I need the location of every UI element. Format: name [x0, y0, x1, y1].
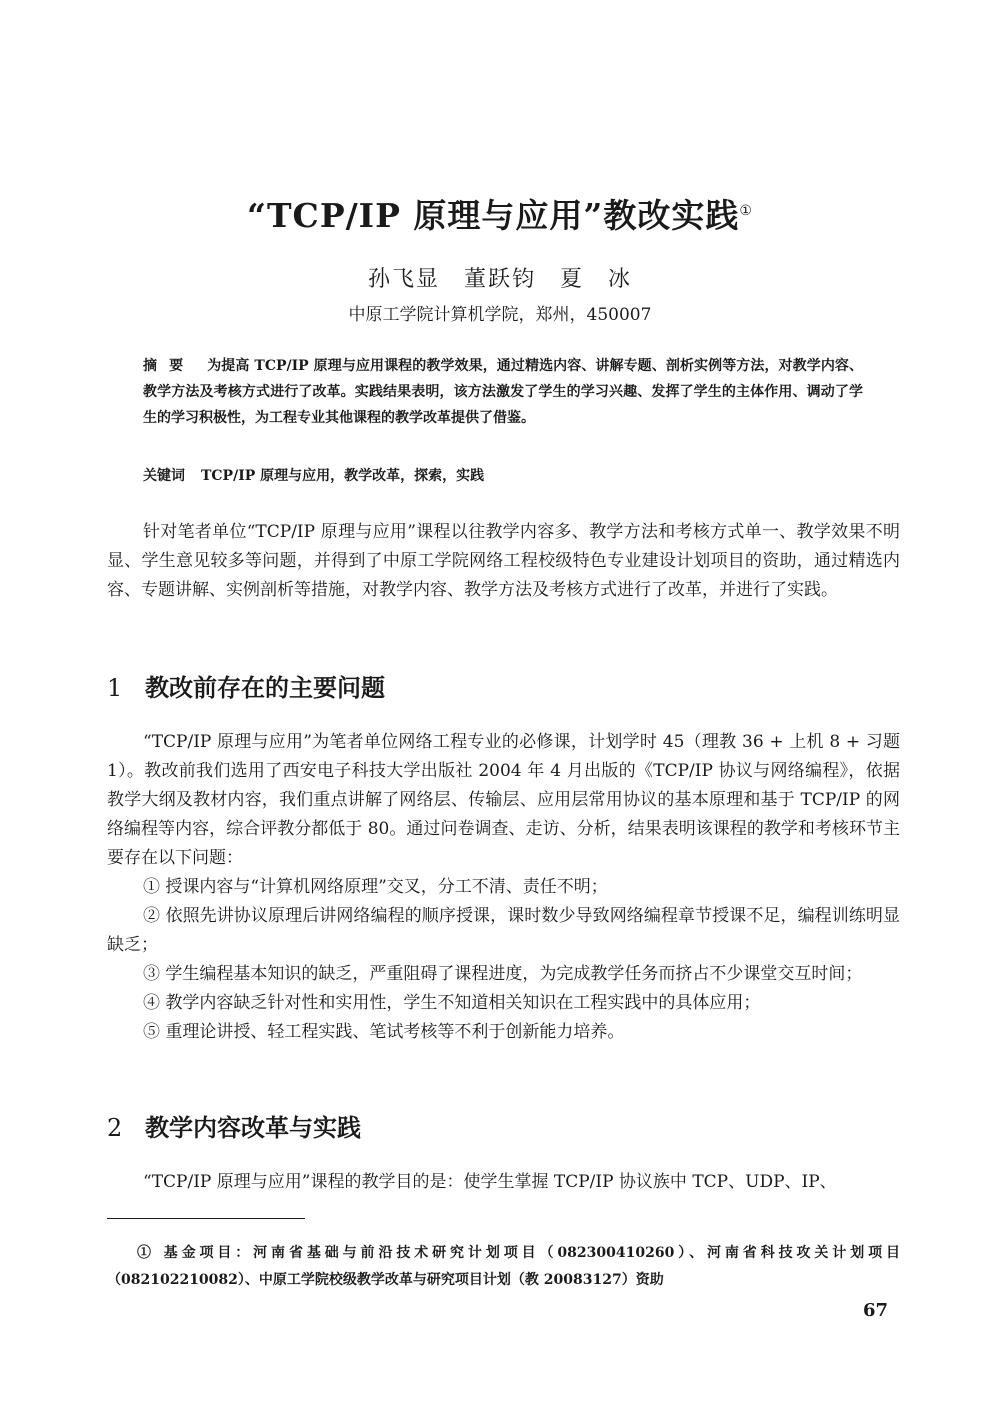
keywords-text: TCP/IP 原理与应用，教学改革，探索，实践: [201, 468, 485, 484]
authors: 孙飞显 董跃钧 夏 冰: [367, 267, 632, 292]
list-item: ④ 教学内容缺乏针对性和实用性，学生不知道相关知识在工程实践中的具体应用；: [143, 993, 761, 1013]
intro-section: [107, 518, 900, 605]
list-item: ⑤ 重理论讲授、轻工程实践、笔试考核等不利于创新能力培养。: [143, 1022, 625, 1042]
section-1-body: [107, 728, 900, 1047]
footnote-divider: [107, 1218, 305, 1219]
list-item: ① 授课内容与“计算机网络原理”交叉，分工不清、责任不明；: [143, 877, 608, 897]
keywords: [143, 465, 863, 485]
list-item: ③ 学生编程基本知识的缺乏，严重阻碍了课程进度，为完成教学任务而挤占不少课堂交互时间；: [143, 964, 863, 984]
section-2-title: 教学内容改革与实践: [145, 1113, 361, 1142]
abstract-label: 摘要: [143, 358, 196, 374]
list-item: ② 依照先讲协议原理后讲网络编程的顺序授课，课时数少导致网络编程章节授课不足，编程训练明显缺乏；: [107, 906, 900, 955]
section-1-heading: [107, 668, 385, 703]
section-1-title: 教改前存在的主要问题: [145, 673, 385, 702]
title-footnote-marker: ①: [739, 203, 753, 219]
section-1-paragraph: “TCP/IP 原理与应用”为笔者单位网络工程专业的必修课，计划学时 45（理教 36 + 上机 8 + 习题 1）。教改前我们选用了西安电子科技大学出版社 2004 年 4 月出版的《TCP/IP 协议与网络编程》，依据教学大纲及教材内容，我们重点讲解了网络层、传输层、应用层常用协议的基本原理和基于 TCP/IP 的网络编程等内容，综合评教分都低于 80。通过问卷调查、走访、分析，结果表明该课程的教学和考核环节主要存在以下问题：: [107, 732, 900, 868]
section-2-body: [107, 1168, 900, 1197]
keywords-label: 关键词: [143, 468, 185, 484]
footnote: ① 基金项目：河南省基础与前沿技术研究计划项目（082300410260）、河南省科技攻关计划项目（082102210082）、中原工学院校级教学改革与研究项目计划（教 20083127）资助: [107, 1245, 900, 1288]
paper-title: [0, 190, 1000, 237]
title-text: “TCP/IP 原理与应用”教改实践: [247, 196, 740, 235]
abstract-text: 为提高 TCP/IP 原理与应用课程的教学效果，通过精选内容、讲解专题、剖析实例等方法，对教学内容、教学方法及考核方式进行了改革。实践结果表明，该方法激发了学生的学习兴趣、发挥了学生的主体作用、调动了学生的学习积极性，为工程专业其他课程的教学改革提供了借鉴。: [143, 358, 864, 426]
section-1-number: 1: [107, 674, 123, 702]
page-number: 67: [862, 1300, 888, 1321]
affiliation: 中原工学院计算机学院，郑州，450007: [348, 305, 652, 325]
section-2-paragraph: “TCP/IP 原理与应用”课程的教学目的是：使学生掌握 TCP/IP 协议族中 TCP、UDP、IP、: [143, 1172, 837, 1192]
section-2-number: 2: [107, 1114, 123, 1142]
intro-paragraph: 针对笔者单位“TCP/IP 原理与应用”课程以往教学内容多、教学方法和考核方式单一、教学效果不明显、学生意见较多等问题，并得到了中原工学院网络工程校级特色专业建设计划项目的资助，通过精选内容、专题讲解、实例剖析等措施，对教学内容、教学方法及考核方式进行了改革，并进行了实践。: [107, 522, 900, 600]
abstract: [143, 353, 863, 431]
section-2-heading: [107, 1108, 361, 1143]
